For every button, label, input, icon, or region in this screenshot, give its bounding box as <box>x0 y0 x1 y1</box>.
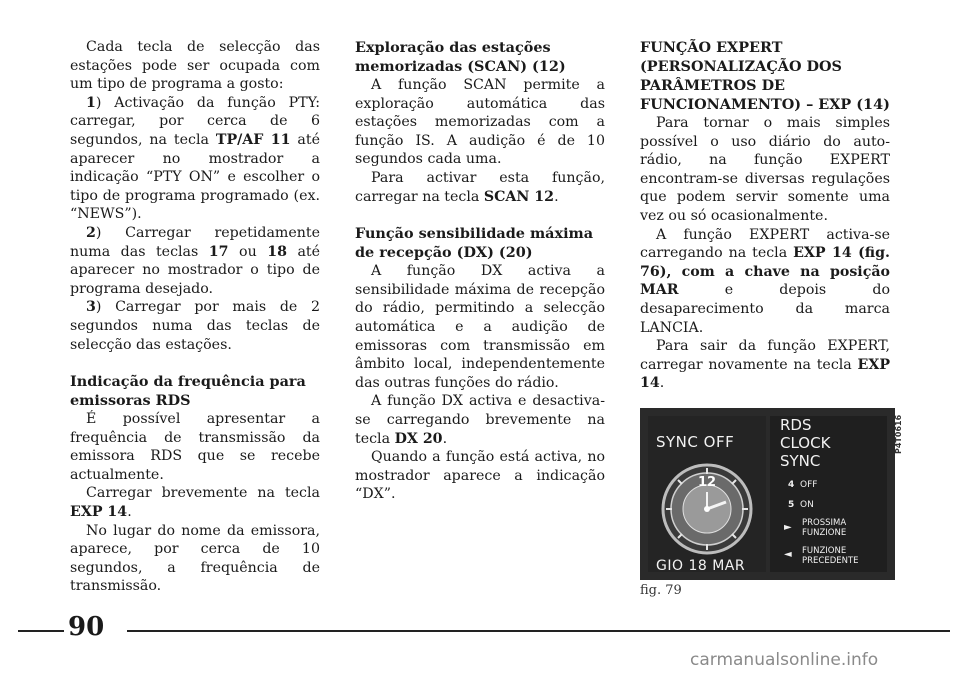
paragraph: A função EXPERT activa-se carregando na tecla EXP 14 (fig. 76), com a chave na posição MAR e depois do desaparecimento da marca LANCIA. <box>640 226 890 336</box>
previous-function-label: FUNZIONE PRECEDENTE <box>802 546 859 566</box>
paragraph: No lugar do nome da emissora, aparece, por cerca de 10 segundos, a frequência de transmissão. <box>70 522 320 595</box>
paragraph: A função DX activa e desactiva-se carregando brevemente na tecla DX 20. <box>355 393 605 447</box>
section-heading: Exploração das estações memorizadas (SCAN) (12) <box>355 39 566 75</box>
watermark: carmanualsonline.info <box>690 650 879 670</box>
arrow-right-icon: ► <box>784 522 792 533</box>
section-heading: Indicação da frequência para emissoras RDS <box>70 373 306 410</box>
date-text: GIO 18 MAR <box>656 558 746 574</box>
page-number: 90 <box>68 612 105 642</box>
clock-icon <box>660 462 754 556</box>
step-3: 3) Carregar por mais de 2 segundos numa das teclas de selecção das estações. <box>70 299 320 353</box>
figure-caption: fig. 79 <box>640 583 682 598</box>
text-column-2 <box>355 38 605 504</box>
menu-title-line: CLOCK <box>780 434 831 452</box>
step-2: 2) Carregar repetidamente numa das teclas 17 ou 18 até aparecer no mostrador o tipo de programa desejado. <box>70 224 320 297</box>
section-heading: FUNÇÃO EXPERT (PERSONALIZAÇÃO DOS PARÂMETROS DE FUNCIONAMENTO) – EXP (14) <box>640 39 890 113</box>
menu-title <box>780 416 830 470</box>
figure-code: P4T0616 <box>894 414 903 454</box>
footer-rule <box>127 630 950 632</box>
menu-title-line: RDS <box>780 416 812 434</box>
paragraph: Quando a função está activa, no mostrador aparece a indicação “DX”. <box>355 449 605 503</box>
option-off: 4 OFF <box>788 480 818 490</box>
sync-status-text: SYNC OFF <box>656 433 735 451</box>
menu-title-line: SYNC <box>780 452 821 470</box>
paragraph: Cada tecla de selecção das estações pode ser ocupada com um tipo de programa a gosto: <box>70 39 320 93</box>
paragraph: Para activar esta função, carregar na tecla SCAN 12. <box>355 169 605 205</box>
arrow-left-icon: ◄ <box>784 549 792 560</box>
paragraph: Para sair da função EXPERT, carregar novamente na tecla EXP 14. <box>640 338 890 392</box>
footer-rule <box>18 630 64 632</box>
radio-display-figure <box>640 408 895 580</box>
paragraph: A função SCAN permite a exploração automática das estações memorizadas com a função IS. A audição é de 10 segundos cada uma. <box>355 77 605 168</box>
step-1: 1) Activação da função PTY: carregar, por cerca de 6 segundos, na tecla TP/AF 11 até aparecer no mostrador a indicação “PTY ON” e escolher o tipo de programa programado (ex. “NEWS”). <box>70 94 320 223</box>
paragraph: É possível apresentar a frequência de transmissão da emissora RDS que se recebe actualmente. <box>70 411 320 483</box>
text-column-3 <box>640 38 890 393</box>
text-column-1 <box>70 38 320 596</box>
option-on: 5 ON <box>788 500 814 510</box>
clock-number: 12 <box>697 475 717 490</box>
section-heading: Função sensibilidade máxima de recepção (DX) (20) <box>355 225 594 262</box>
next-function-label: PROSSIMA FUNZIONE <box>802 518 847 538</box>
paragraph: Carregar brevemente na tecla EXP 14. <box>70 485 320 521</box>
paragraph: Para tornar o mais simples possível o uso diário do auto-rádio, na função EXPERT encontram-se diversas regulações que podem servir somente uma vez ou só ocasionalmente. <box>640 115 890 224</box>
paragraph: A função DX activa a sensibilidade máxima de recepção do rádio, permitindo a selecção automática e a audição de emissoras com transmissão em âmbito local, independentemente das outras funções do rádio. <box>355 263 605 391</box>
